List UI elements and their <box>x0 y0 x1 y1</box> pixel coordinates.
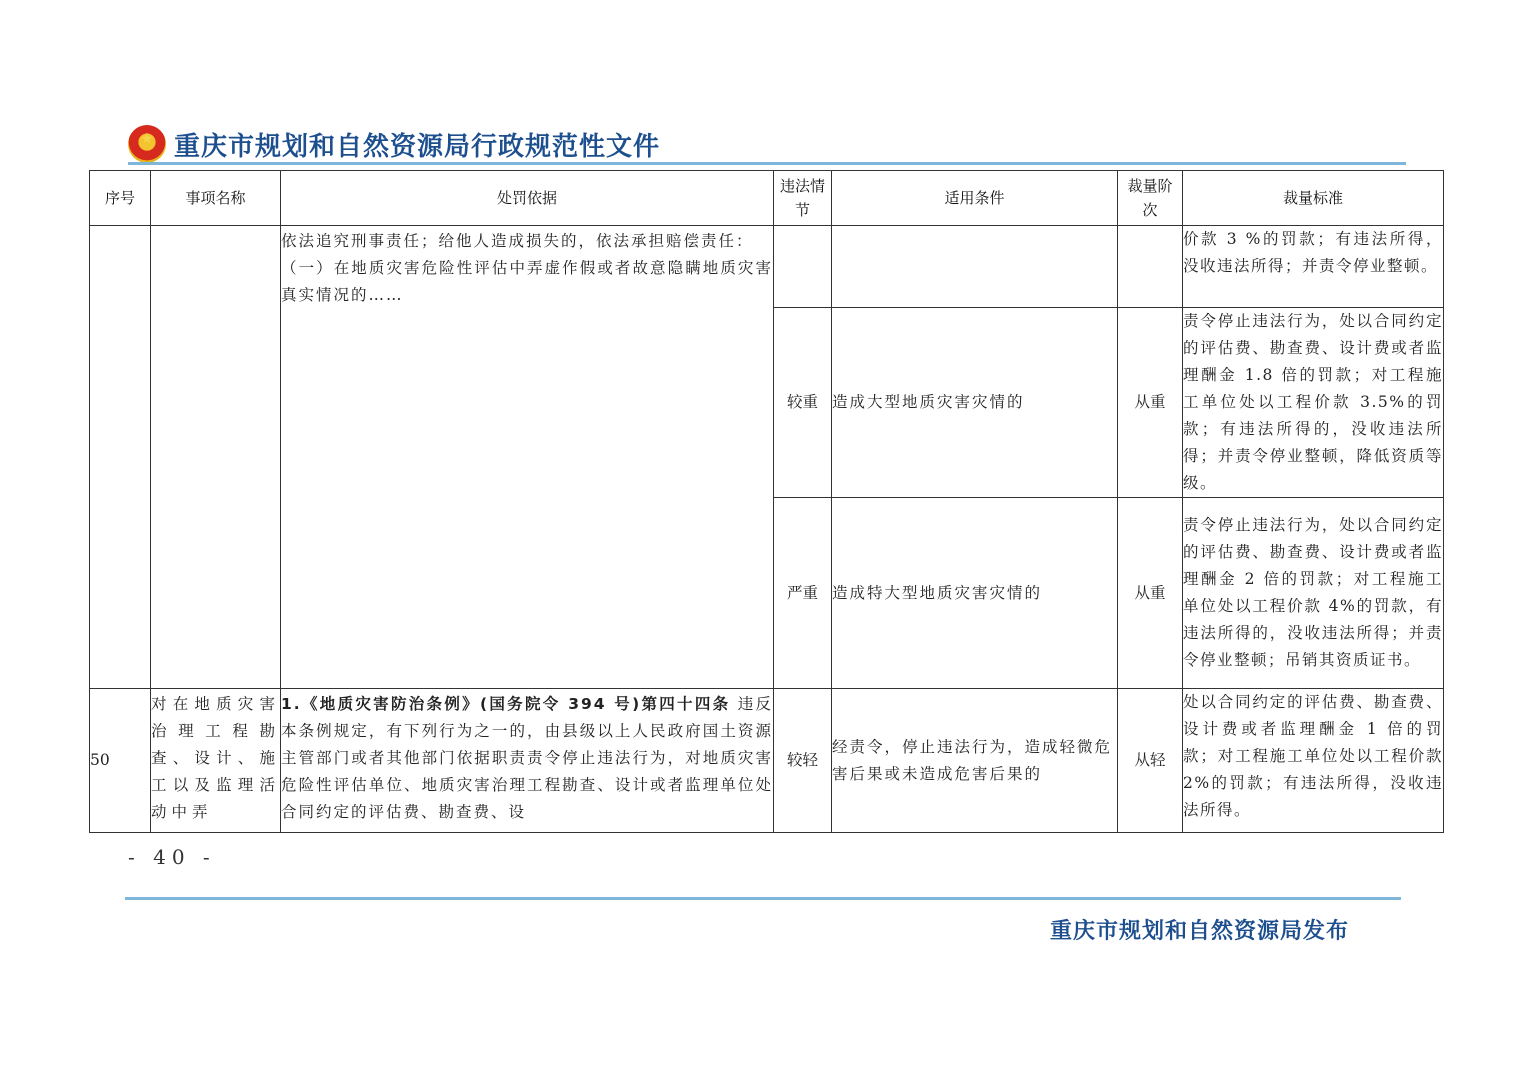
column-header-applicable-condition: 适用条件 <box>832 171 1118 226</box>
column-header-item-name: 事项名称 <box>151 171 281 226</box>
document-header-title: 重庆市规划和自然资源局行政规范性文件 <box>174 131 661 162</box>
discretion-level-cell: 从重 <box>1118 308 1183 498</box>
row-number-cell: 50 <box>90 689 151 833</box>
penalty-basis-cell <box>281 689 774 833</box>
table-row <box>90 689 1444 833</box>
discretion-standard-cell: 责令停止违法行为，处以合同约定的评估费、勘查费、设计费或者监理酬金 2 倍的罚款；对工程施工单位处以工程价款 4%的罚款，有违法所得的，没收违法所得；并责令停业整顿；吊销其资质证书。 <box>1183 498 1444 689</box>
footer-divider <box>125 897 1401 900</box>
violation-plot-cell: 严重 <box>774 498 832 689</box>
violation-plot-cell: 较轻 <box>774 689 832 833</box>
discretion-level-cell <box>1118 226 1183 308</box>
applicable-condition-cell: 经责令，停止违法行为，造成轻微危害后果或未造成危害后果的 <box>832 689 1118 833</box>
penalty-basis-lead: 1.《地质灾害防治条例》(国务院令 394 号)第四十四条 <box>281 695 731 713</box>
column-header-discretion-level: 裁量阶次 <box>1118 171 1183 226</box>
row-number-cell <box>90 226 151 689</box>
discretion-level-cell: 从轻 <box>1118 689 1183 833</box>
item-name-cell <box>151 226 281 689</box>
column-header-penalty-basis: 处罚依据 <box>281 171 774 226</box>
applicable-condition-cell <box>832 226 1118 308</box>
penalty-discretion-table <box>89 170 1444 833</box>
penalty-basis-cell: 依法追究刑事责任；给他人造成损失的，依法承担赔偿责任： （一）在地质灾害危险性评估中弄虚作假或者故意隐瞒地质灾害真实情况的…… <box>281 226 774 689</box>
applicable-condition-cell: 造成特大型地质灾害灾情的 <box>832 498 1118 689</box>
violation-plot-cell: 较重 <box>774 308 832 498</box>
document-header <box>128 122 660 166</box>
discretion-standard-cell: 责令停止违法行为，处以合同约定的评估费、勘查费、设计费或者监理酬金 1.8 倍的罚款；对工程施工单位处以工程价款 3.5%的罚款；有违法所得的，没收违法所得；并责令停业整顿，降低资质等级。 <box>1183 308 1444 498</box>
discretion-standard-cell: 价款 3 %的罚款；有违法所得，没收违法所得；并责令停业整顿。 <box>1183 226 1444 308</box>
header-divider <box>128 162 1406 165</box>
discretion-standard-cell: 处以合同约定的评估费、勘查费、设计费或者监理酬金 1 倍的罚款；对工程施工单位处以工程价款 2%的罚款；有违法所得，没收违法所得。 <box>1183 689 1444 833</box>
page-number: - 40 - <box>128 845 216 869</box>
column-header-discretion-standard: 裁量标准 <box>1183 171 1444 226</box>
discretion-level-cell: 从重 <box>1118 498 1183 689</box>
item-name-cell: 对在地质灾害治理工程勘查、设计、施工以及监理活动中弄 <box>151 689 281 833</box>
column-header-no: 序号 <box>90 171 151 226</box>
table-header-row <box>90 171 1444 226</box>
national-emblem-icon <box>128 125 166 163</box>
applicable-condition-cell: 造成大型地质灾害灾情的 <box>832 308 1118 498</box>
violation-plot-cell <box>774 226 832 308</box>
publisher-footer: 重庆市规划和自然资源局发布 <box>1050 919 1350 944</box>
column-header-violation-plot: 违法情节 <box>774 171 832 226</box>
penalty-basis-text: 违反本条例规定，有下列行为之一的，由县级以上人民政府国土资源主管部门或者其他部门依据职责责令停止违法行为，对地质灾害危险性评估单位、地质灾害治理工程勘查、设计或者监理单位处合同约定的评估费、勘查费、设 <box>281 695 773 821</box>
table-row <box>90 226 1444 308</box>
